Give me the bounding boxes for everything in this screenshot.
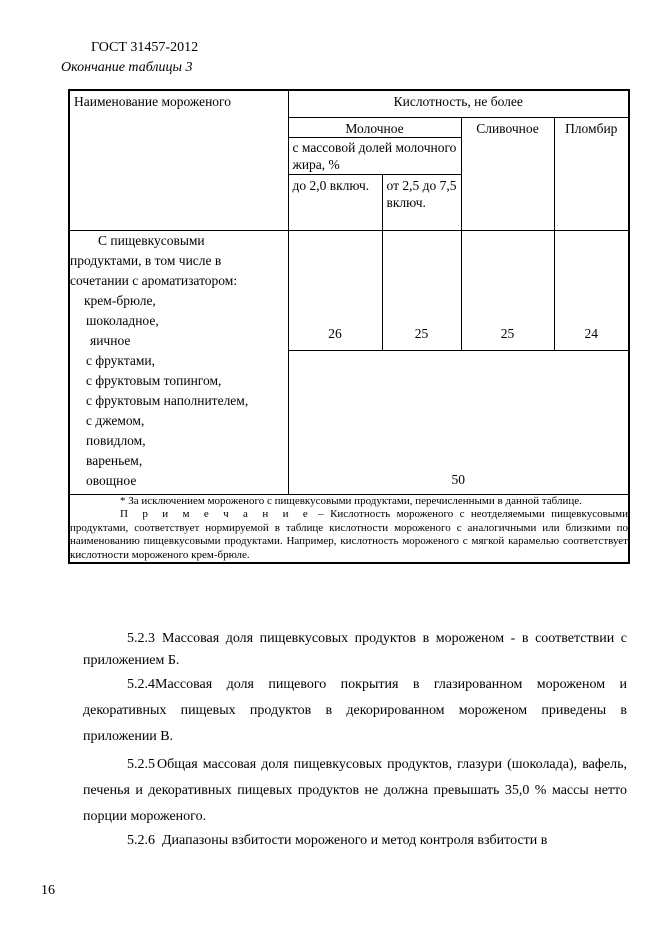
row-name-line: овощное: [86, 472, 137, 488]
header-fat-note-cell: с массовой долей молочного жира, %: [288, 137, 461, 174]
paragraph-5-2-5: [83, 752, 627, 830]
value-milk-low: 26: [288, 230, 382, 350]
paragraph-number: 5.2.3: [127, 631, 155, 646]
row-name-line: повидлом,: [86, 432, 146, 448]
header-milk-cell: Молочное: [288, 117, 461, 137]
paragraph-text: Массовая доля пищевого покрытия в глазированном мороженом и декоративных пищевых продуктов в декорированном мороженом приведены в приложении В.: [83, 677, 627, 744]
standard-designation: ГОСТ 31457-2012: [91, 40, 199, 55]
table-continuation-caption: Окончание таблицы 3: [61, 60, 193, 75]
row-name-line: крем-брюле,: [84, 292, 156, 308]
header-acidity-cell: Кислотность, не более: [288, 90, 629, 117]
row-name-line: с джемом,: [86, 412, 145, 428]
table-note: [70, 508, 628, 562]
value-milk-high: 25: [382, 230, 461, 350]
page-number: 16: [41, 883, 55, 898]
value-group2: 50: [288, 350, 629, 494]
paragraph-text: Диапазоны взбитости мороженого и метод контроля взбитости в: [162, 833, 548, 848]
paragraph-number: 5.2.6: [127, 833, 155, 848]
row-name-line: С пищевкусовыми: [98, 232, 205, 248]
value-plombir: 24: [554, 230, 629, 350]
row-name-line: вареньем,: [86, 452, 143, 468]
row-name-line: сочетании с ароматизатором:: [70, 272, 238, 288]
note-text: – Кислотность мороженого с неотделяемыми пищевкусовыми продуктами, соответствует нормируемой в таблице кислотности мороженого с аналогичными или близкими по наименованию пищевкусовыми продуктами. Например, кислотность мороженого с мягкой карамелью соответствует кислотности мороженого крем-брюле.: [70, 508, 629, 561]
header-plombir-cell: Пломбир: [554, 117, 629, 230]
paragraph-text: Массовая доля пищевкусовых продуктов в мороженом - в соответствии с приложением Б.: [83, 631, 627, 668]
paragraph-number: 5.2.4: [127, 677, 155, 692]
row-name-line: с фруктовым наполнителем,: [86, 392, 249, 408]
paragraph-5-2-4: [83, 672, 627, 750]
header-cream-cell: Сливочное: [461, 117, 554, 230]
row-names-cell: [69, 230, 288, 494]
table-notes-cell: [69, 494, 629, 563]
paragraph-5-2-3: [83, 628, 627, 672]
row-name-line: с фруктами,: [86, 352, 156, 368]
note-label: П р и м е ч а н и е: [120, 508, 312, 520]
header-name-cell: Наименование мороженого: [69, 90, 288, 230]
value-cream: 25: [461, 230, 554, 350]
row-name-line: шоколадное,: [86, 312, 159, 328]
table-footnote: * За исключением мороженого с пищевкусовыми продуктами, перечисленными в данной таблице.: [120, 494, 582, 507]
row-name-line: продуктами, в том числе в: [70, 252, 222, 268]
acidity-table: [68, 89, 630, 564]
paragraph-5-2-6: [83, 830, 627, 852]
paragraph-number: 5.2.5: [127, 757, 155, 772]
header-fat-high-cell: от 2,5 до 7,5 включ.: [382, 174, 461, 230]
paragraph-text: Общая массовая доля пищевкусовых продуктов, глазури (шоколада), вафель, печенья и декоративных пищевых продуктов не должна превышать 35,0 % массы нетто порции мороженого.: [83, 757, 627, 824]
row-name-line: яичное: [90, 332, 131, 348]
header-fat-low-cell: до 2,0 включ.: [288, 174, 382, 230]
row-name-line: с фруктовым топингом,: [86, 372, 222, 388]
